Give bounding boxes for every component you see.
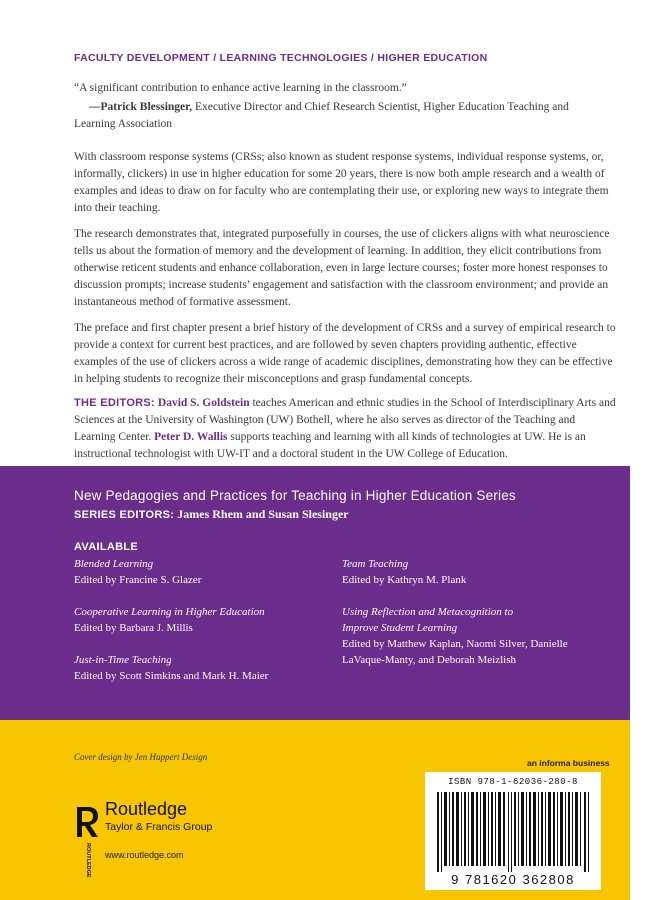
editors-label: THE EDITORS: — [74, 397, 156, 409]
editor-1-name: David S. Goldstein — [157, 397, 250, 409]
editors-paragraph — [74, 395, 619, 463]
available-books-column-1 — [74, 556, 324, 700]
logo-vertical-text: ROUTLEDGE — [85, 843, 91, 878]
isbn-digits: 9 781620 362808 — [451, 872, 575, 887]
publisher-band — [0, 720, 632, 900]
quote-text: “A significant contribution to enhance active learning in the classroom.” — [74, 82, 407, 94]
barcode-icon — [435, 792, 591, 872]
isbn-label: ISBN 978-1-62036-280-8 — [448, 777, 578, 787]
page-edge — [630, 0, 660, 900]
publisher-group: Taylor & Francis Group — [105, 821, 213, 833]
series-title: New Pedagogies and Practices for Teaching in Higher Education Series — [74, 488, 516, 503]
book-item — [342, 604, 602, 668]
book-editor: Edited by Barbara J. Millis — [74, 622, 193, 634]
description-paragraph-1: With classroom response systems (CRSs; also known as student response systems, individual response systems, or, informally, clickers) in use in higher education for some 20 years, there is now both ample research and a wealth of examples and ideas to draw on for faculty who are contemplating their use, or exploring new ways to integrate them into their teaching. — [74, 151, 609, 214]
book-title: Team Teaching — [342, 558, 409, 570]
back-cover-text-area — [0, 0, 632, 466]
cover-credit: Cover design by Jen Huppert Design — [74, 752, 208, 762]
publisher-url[interactable]: www.routledge.com — [105, 850, 184, 860]
description-paragraph-3: The preface and first chapter present a brief history of the development of CRSs and a survey of empirical research to provide a context for current best practices, and are followed by seven chapters providing authentic, effective examples of the use of clickers across a wide range of academic disciplines, demonstrating how they can be effective in helping students to recognize their misconceptions and grasp fundamental concepts. — [74, 322, 616, 385]
isbn-barcode — [425, 772, 601, 890]
book-editor: Edited by Matthew Kaplan, Naomi Silver, Danielle LaVaque-Manty, and Deborah Meizlish — [342, 638, 568, 666]
series-editors-names: James Rhem and Susan Slesinger — [177, 507, 349, 521]
book-title: Cooperative Learning in Higher Education — [74, 606, 265, 618]
book-item — [74, 604, 324, 636]
book-title: Blended Learning — [74, 558, 154, 570]
series-editors-label: SERIES EDITORS: — [74, 509, 175, 521]
book-title: Just-in-Time Teaching — [74, 654, 172, 666]
quote-attribution — [74, 99, 594, 133]
endorsement-quote — [74, 80, 594, 133]
routledge-logo-icon — [74, 805, 100, 878]
series-editors — [74, 507, 349, 522]
editor-2-name: Peter D. Wallis — [154, 431, 228, 443]
editor-2-bio: supports teaching and learning with all kinds of technologies at UW. He is an instructional technologist with UW-IT and a doctoral student in the UW College of Education. — [74, 431, 586, 460]
series-panel — [0, 466, 632, 720]
book-editor: Edited by Kathryn M. Plank — [342, 574, 467, 586]
book-editor: Edited by Francine S. Glazer — [74, 574, 202, 586]
editor-1-bio: teaches American and ethnic studies in the School of Interdisciplinary Arts and Sciences at the University of Washington (UW) Bothell, where he also serves as director of the Teaching and Learning Center. — [74, 397, 616, 443]
book-item — [342, 556, 602, 588]
book-title: Using Reflection and Metacognition to Improve Student Learning — [342, 606, 514, 634]
book-item — [74, 652, 324, 684]
quote-attribution-name: —Patrick Blessinger, — [89, 101, 193, 113]
available-heading: AVAILABLE — [74, 541, 139, 553]
available-books-column-2 — [342, 556, 602, 684]
quote-attribution-role: Executive Director and Chief Research Scientist, Higher Education Teaching and Learning Association — [74, 101, 569, 130]
category-heading: FACULTY DEVELOPMENT / LEARNING TECHNOLOGIES / HIGHER EDUCATION — [74, 52, 488, 64]
informa-tagline: an informa business — [527, 758, 610, 768]
publisher-name: Routledge — [105, 799, 188, 819]
book-item — [74, 556, 324, 588]
book-editor: Edited by Scott Simkins and Mark H. Maier — [74, 670, 269, 682]
description-paragraph-2: The research demonstrates that, integrated purposefully in courses, the use of clickers aligns with what neuroscience tells us about the formation of memory and the development of learning. In addition, they elicit contributions from otherwise reticent students and enhance collaboration, even in large lecture courses; foster more honest responses to discussion prompts; increase students’ engagement and satisfaction with the classroom environment; and provide an instantaneous method of formative assessment. — [74, 228, 610, 308]
